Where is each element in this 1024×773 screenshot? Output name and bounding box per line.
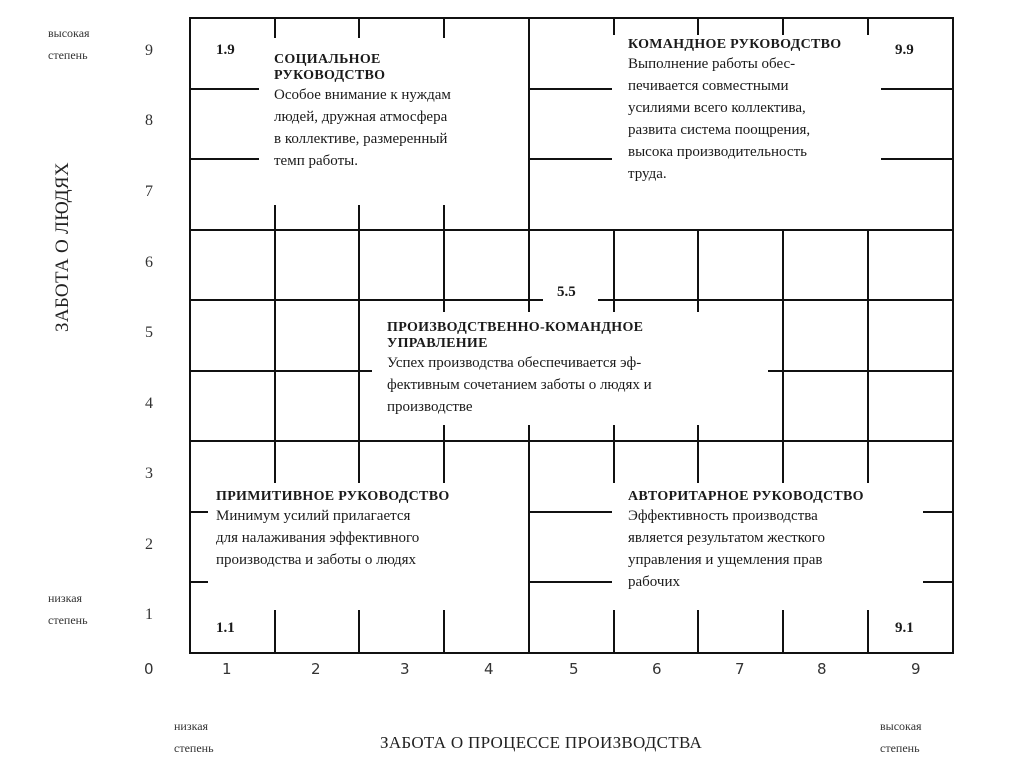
y-tick-7: 7 xyxy=(145,183,153,200)
x-tick-4: 4 xyxy=(484,660,494,678)
x-tick-5: 5 xyxy=(569,660,579,678)
primitive-desc-line3: производства и заботы о людях xyxy=(216,552,417,568)
team-desc-line1: Выполнение работы обес- xyxy=(628,56,796,72)
y-tick-3: 3 xyxy=(145,465,153,482)
social-title xyxy=(274,52,522,84)
y-low-label-line1: низкая xyxy=(48,591,83,605)
middle-desc-line2: фективным сочетанием заботы о людях и xyxy=(387,377,652,393)
y-tick-5: 5 xyxy=(145,324,153,341)
y-low-label-line2: степень xyxy=(48,613,88,627)
authoritarian-title-line1: АВТОРИТАРНОЕ РУКОВОДСТВО xyxy=(628,489,864,504)
social-title-line2: РУКОВОДСТВО xyxy=(274,68,386,83)
x-tick-1: 1 xyxy=(222,660,232,678)
x-tick-7: 7 xyxy=(735,660,745,678)
social-desc-line3: в коллективе, размеренный xyxy=(274,131,448,147)
y-tick-9: 9 xyxy=(145,42,153,59)
y-axis-low-label xyxy=(48,587,88,631)
x-high-label-line1: высокая xyxy=(880,719,922,733)
team-desc-line5: высока производительность xyxy=(628,144,807,160)
social-desc-line2: людей, дружная атмосфера xyxy=(274,109,448,125)
team-title xyxy=(628,37,878,53)
middle-description xyxy=(387,352,768,418)
primitive-title xyxy=(216,489,526,505)
y-tick-6: 6 xyxy=(145,254,153,271)
y-axis-title: ЗАБОТА О ЛЮДЯХ xyxy=(52,162,73,332)
authoritarian-desc-line1: Эффективность производства xyxy=(628,508,818,524)
style-box-authoritarian xyxy=(612,483,923,610)
middle-title xyxy=(387,320,768,352)
x-low-label-line2: степень xyxy=(174,741,214,755)
authoritarian-desc-line4: рабочих xyxy=(628,574,680,590)
social-desc-line1: Особое внимание к нуждам xyxy=(274,87,451,103)
style-box-social xyxy=(262,40,522,205)
x-low-label-line1: низкая xyxy=(174,719,209,733)
style-box-primitive xyxy=(208,483,526,593)
primitive-desc-line1: Минимум усилий прилагается xyxy=(216,508,411,524)
primitive-desc-line2: для налаживания эффективного xyxy=(216,530,420,546)
authoritarian-desc-line3: управления и ущемления прав xyxy=(628,552,823,568)
coord-1-9: 1.9 xyxy=(216,42,235,58)
y-high-label-line2: степень xyxy=(48,48,88,62)
x-tick-2: 2 xyxy=(311,660,321,678)
y-tick-1: 1 xyxy=(145,606,153,623)
coord-5-5: 5.5 xyxy=(543,282,590,303)
y-high-label-line1: высокая xyxy=(48,26,90,40)
primitive-description xyxy=(216,505,526,571)
team-desc-line3: усилиями всего коллектива, xyxy=(628,100,806,116)
x-high-label-line2: степень xyxy=(880,741,920,755)
team-desc-line4: развита система поощрения, xyxy=(628,122,811,138)
coord-9-1: 9.1 xyxy=(895,620,914,636)
style-box-middle xyxy=(372,312,768,425)
social-desc-line4: темп работы. xyxy=(274,153,358,169)
authoritarian-desc-line2: является результатом жесткого xyxy=(628,530,825,546)
x-axis-title: ЗАБОТА О ПРОЦЕССЕ ПРОИЗВОДСТВА xyxy=(380,733,703,752)
primitive-title-line1: ПРИМИТИВНОЕ РУКОВОДСТВО xyxy=(216,489,450,504)
social-description xyxy=(274,84,522,172)
x-axis-low-label xyxy=(174,715,214,759)
coord-1-1: 1.1 xyxy=(216,620,235,636)
social-title-line1: СОЦИАЛЬНОЕ xyxy=(274,52,381,67)
team-desc-line6: труда. xyxy=(628,166,667,182)
style-box-team xyxy=(612,35,878,205)
y-tick-8: 8 xyxy=(145,112,153,129)
authoritarian-title xyxy=(628,489,923,505)
middle-desc-line3: производстве xyxy=(387,399,473,415)
coord-9-9: 9.9 xyxy=(895,42,914,58)
x-axis-high-label xyxy=(880,715,922,759)
x-origin-tick: 0 xyxy=(144,660,154,678)
x-tick-3: 3 xyxy=(400,660,410,678)
y-tick-2: 2 xyxy=(145,536,153,553)
team-title-line1: КОМАНДНОЕ РУКОВОДСТВО xyxy=(628,37,842,52)
x-tick-6: 6 xyxy=(652,660,662,678)
y-tick-4: 4 xyxy=(145,395,153,412)
y-axis-high-label xyxy=(48,22,90,66)
x-tick-9: 9 xyxy=(911,660,921,678)
middle-title-line1: ПРОИЗВОДСТВЕННО-КОМАНДНОЕ xyxy=(387,320,644,335)
team-desc-line2: печивается совместными xyxy=(628,78,789,94)
team-description xyxy=(628,53,878,185)
x-tick-8: 8 xyxy=(817,660,827,678)
middle-desc-line1: Успех производства обеспечивается эф- xyxy=(387,355,642,371)
authoritarian-description xyxy=(628,505,923,593)
middle-title-line2: УПРАВЛЕНИЕ xyxy=(387,336,488,351)
